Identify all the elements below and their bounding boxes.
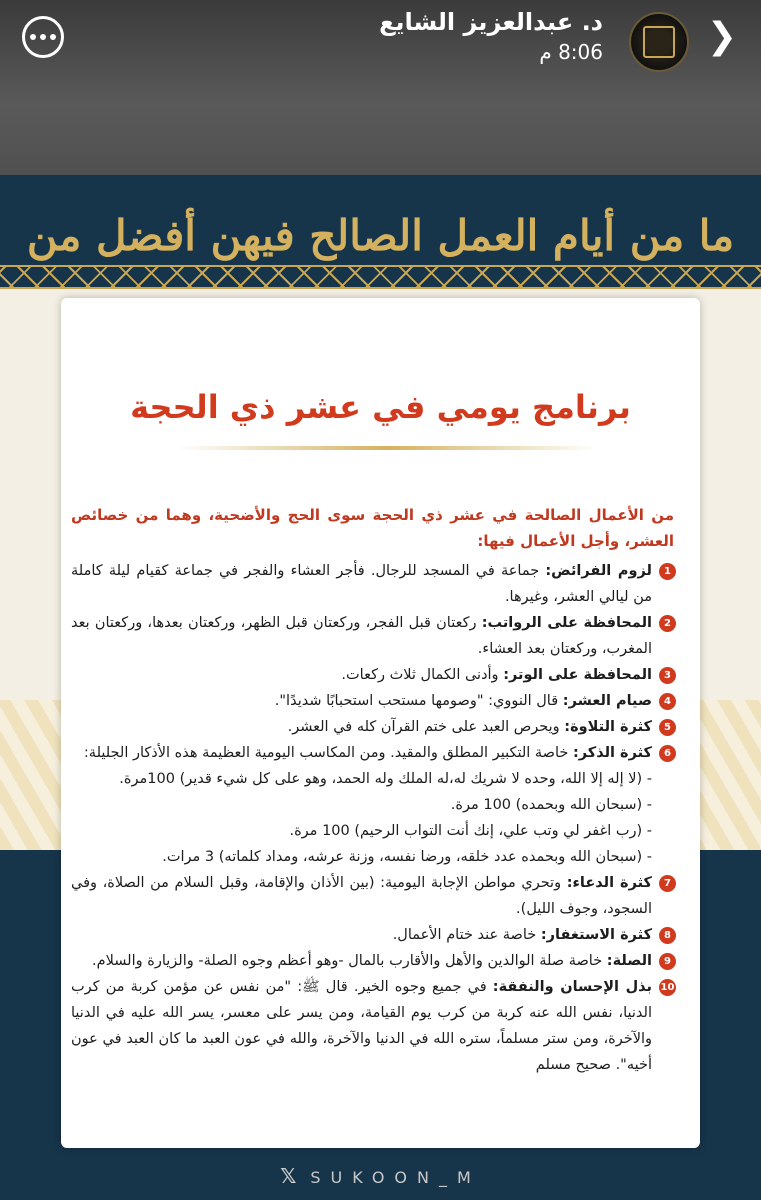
item-number: 9 — [659, 953, 676, 970]
list-item — [71, 974, 680, 1078]
x-logo-icon: 𝕏 — [280, 1164, 297, 1188]
story-header — [0, 0, 761, 175]
list-item — [71, 714, 680, 740]
banner-title: ما من أيام العمل الصالح فيهن أفضل من — [26, 211, 735, 260]
watermark-handle: SUKOON_M — [310, 1168, 481, 1187]
zikr-line: - (سبحان الله وبحمده عدد خلقه، ورضا نفسه، وزنة عرشه، ومداد كلماته) 3 مرات. — [162, 849, 652, 865]
decorative-pattern-band — [0, 265, 761, 289]
item-heading: بذل الإحسان والنفقة: — [492, 979, 652, 995]
item-heading: صيام العشر: — [562, 693, 652, 709]
chevron-right-icon[interactable]: ❯ — [706, 16, 738, 57]
item-number: 8 — [659, 927, 676, 944]
item-text: ويحرص العبد على ختم القرآن كله في العشر. — [287, 719, 565, 735]
item-text: وتحري مواطن الإجابة اليومية: (بين الأذان والإقامة، وقبل السلام من الصلاة، وفي السجود، وجوف الليل). — [71, 875, 652, 917]
item-number: 2 — [659, 615, 676, 632]
item-text: ركعتان قبل الفجر، وركعتان قبل الظهر، وركعتان بعدها، وركعتان بعد المغرب، وركعتان بعد العشاء. — [71, 615, 652, 657]
item-text: خاصة صلة الوالدين والأهل والأقارب بالمال -وهو أعظم وجوه الصلة- والزيارة والسلام. — [92, 953, 607, 969]
item-heading: كثرة الاستغفار: — [540, 927, 652, 943]
list-item — [71, 922, 680, 948]
item-text: خاصة عند ختام الأعمال. — [392, 927, 541, 943]
item-heading: كثرة الذكر: — [572, 745, 652, 761]
intro-text: من الأعمال الصالحة في عشر ذي الحجة سوى الحج والأضحية، وهما من خصائص العشر، وأجل الأعمال فيها: — [71, 506, 674, 550]
zikr-line: - (سبحان الله وبحمده) 100 مرة. — [450, 797, 652, 813]
program-card — [61, 298, 700, 1148]
more-icon[interactable] — [22, 16, 64, 58]
list-item — [71, 870, 680, 922]
item-number: 5 — [659, 719, 676, 736]
user-name[interactable]: د. عبدالعزيز الشايع — [379, 8, 603, 36]
item-number: 10 — [659, 979, 676, 996]
item-number: 4 — [659, 693, 676, 710]
item-heading: لزوم الفرائض: — [545, 563, 652, 579]
item-number: 7 — [659, 875, 676, 892]
item-heading: المحافظة على الرواتب: — [481, 615, 652, 631]
item-heading: الصلة: — [606, 953, 652, 969]
item-number: 6 — [659, 745, 676, 762]
item-text: خاصة التكبير المطلق والمقيد. ومن المكاسب اليومية العظيمة هذه الأذكار الجليلة: — [83, 745, 573, 761]
avatar[interactable] — [629, 12, 689, 72]
title-divider — [177, 446, 597, 450]
item-heading: المحافظة على الوتر: — [503, 667, 652, 683]
list-item — [71, 610, 680, 662]
item-heading: كثرة الدعاء: — [566, 875, 652, 891]
item-text: في جميع وجوه الخير. قال ﷺ: "من نفس عن مؤمن كربة من كرب الدنيا، نفس الله عنه كربة من كرب يوم القيامة، ومن يسر على معسر، يسر الله عليه في الدنيا والآخرة، ومن ستر مسلماً، ستره الله في الدنيا والآخرة، والله في عون العبد ما كان العبد في عون أخيه". صحيح مسلم — [71, 979, 652, 1073]
watermark — [0, 1164, 761, 1188]
zikr-line: - (رب اغفر لي وتب علي، إنك أنت التواب الرحيم) 100 مرة. — [289, 823, 652, 839]
item-text: قال النووي: "وصومها مستحب استحبابًا شديدًا". — [274, 693, 563, 709]
card-title: برنامج يومي في عشر ذي الحجة — [130, 388, 631, 426]
zikr-line: - (لا إله إلا الله، وحده لا شريك له،له الملك وله الحمد، وهو على كل شيء قدير) 100مرة. — [119, 771, 652, 787]
post-time: 8:06 م — [539, 40, 603, 64]
item-text: وأدنى الكمال ثلاث ركعات. — [341, 667, 504, 683]
list-item — [71, 688, 680, 714]
program-content — [71, 502, 680, 1078]
item-heading: كثرة التلاوة: — [564, 719, 652, 735]
item-number: 1 — [659, 563, 676, 580]
list-item — [71, 948, 680, 974]
list-item — [71, 662, 680, 688]
avatar-logo-icon — [643, 26, 675, 58]
item-text: جماعة في المسجد للرجال. فأجر العشاء والفجر في جماعة كقيام ليلة كاملة من ليالي العشر، وغيرها. — [71, 563, 652, 605]
list-item — [71, 740, 680, 766]
list-item — [71, 558, 680, 610]
item-number: 3 — [659, 667, 676, 684]
